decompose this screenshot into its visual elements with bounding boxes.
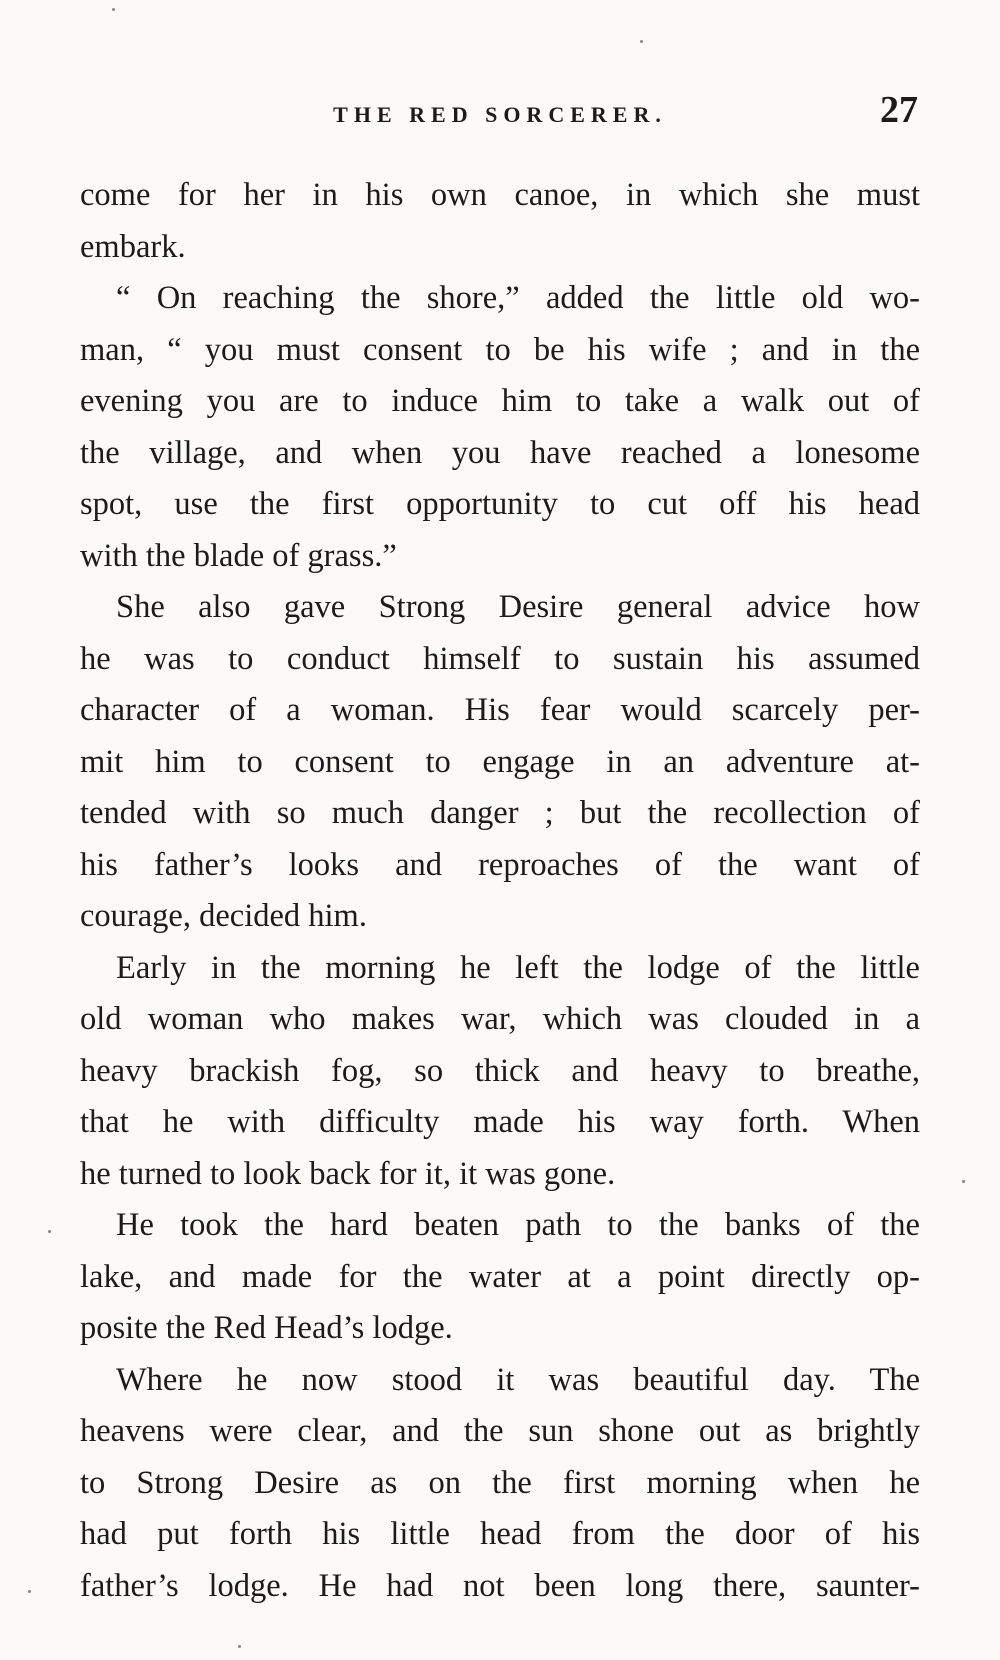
paragraph — [80, 1355, 920, 1613]
text-line: courage, decided him. — [80, 898, 367, 934]
paragraph — [80, 943, 920, 1201]
text-line: posite the Red Head’s lodge. — [80, 1310, 453, 1346]
text-line: spot, use the first opportunity to cut off his head — [80, 486, 920, 522]
text-line: character of a woman. His fear would scarcely per- — [80, 692, 920, 728]
text-line: He took the hard beaten path to the banks of the — [116, 1207, 920, 1243]
text-line: heavy brackish fog, so thick and heavy to breathe, — [80, 1052, 920, 1089]
text-line: come for her in his own canoe, in which she must — [80, 177, 920, 213]
text-line: She also gave Strong Desire general advice how — [116, 589, 920, 625]
text-line: father’s lodge. He had not been long there, saunter- — [80, 1567, 920, 1604]
paper-speck — [238, 1645, 241, 1648]
text-line: he turned to look back for it, it was gone. — [80, 1155, 616, 1192]
text-line: old woman who makes war, which was clouded in a — [80, 1001, 920, 1037]
text-line: “ On reaching the shore,” added the little old wo- — [116, 280, 920, 316]
text-line: Where he now stood it was beautiful day. The — [116, 1361, 920, 1398]
text-line: that he with difficulty made his way forth. When — [80, 1104, 920, 1140]
text-line: with the blade of grass.” — [80, 537, 397, 574]
text-line: heavens were clear, and the sun shone out as brightly — [80, 1413, 920, 1449]
paper-speck — [28, 1590, 31, 1593]
page-header — [80, 88, 920, 138]
text-line: mit him to consent to engage in an adventure at- — [80, 743, 920, 780]
text-line: lake, and made for the water at a point directly op- — [80, 1258, 920, 1295]
paragraph — [80, 582, 920, 943]
text-line: evening you are to induce him to take a walk out of — [80, 383, 920, 419]
text-line: the village, and when you have reached a lonesome — [80, 434, 920, 471]
paper-speck — [640, 40, 643, 43]
paragraph — [80, 273, 920, 582]
text-line: his father’s looks and reproaches of the want of — [80, 846, 920, 883]
text-line: Early in the morning he left the lodge of the little — [116, 949, 920, 986]
paper-speck — [962, 1180, 965, 1183]
text-line: embark. — [80, 228, 186, 265]
text-line: to Strong Desire as on the first morning when he — [80, 1464, 920, 1501]
paragraph — [80, 170, 920, 273]
body-text — [80, 170, 920, 1612]
paper-speck — [48, 1230, 51, 1233]
paragraph — [80, 1200, 920, 1355]
page-number: 27 — [880, 89, 918, 131]
text-line: he was to conduct himself to sustain his assumed — [80, 640, 920, 677]
text-line: had put forth his little head from the door of his — [80, 1516, 920, 1552]
text-line: man, “ you must consent to be his wife ; and in the — [80, 331, 920, 368]
text-line: tended with so much danger ; but the recollection of — [80, 795, 920, 831]
running-title: THE RED SORCERER. — [333, 102, 667, 127]
paper-speck — [112, 8, 115, 11]
